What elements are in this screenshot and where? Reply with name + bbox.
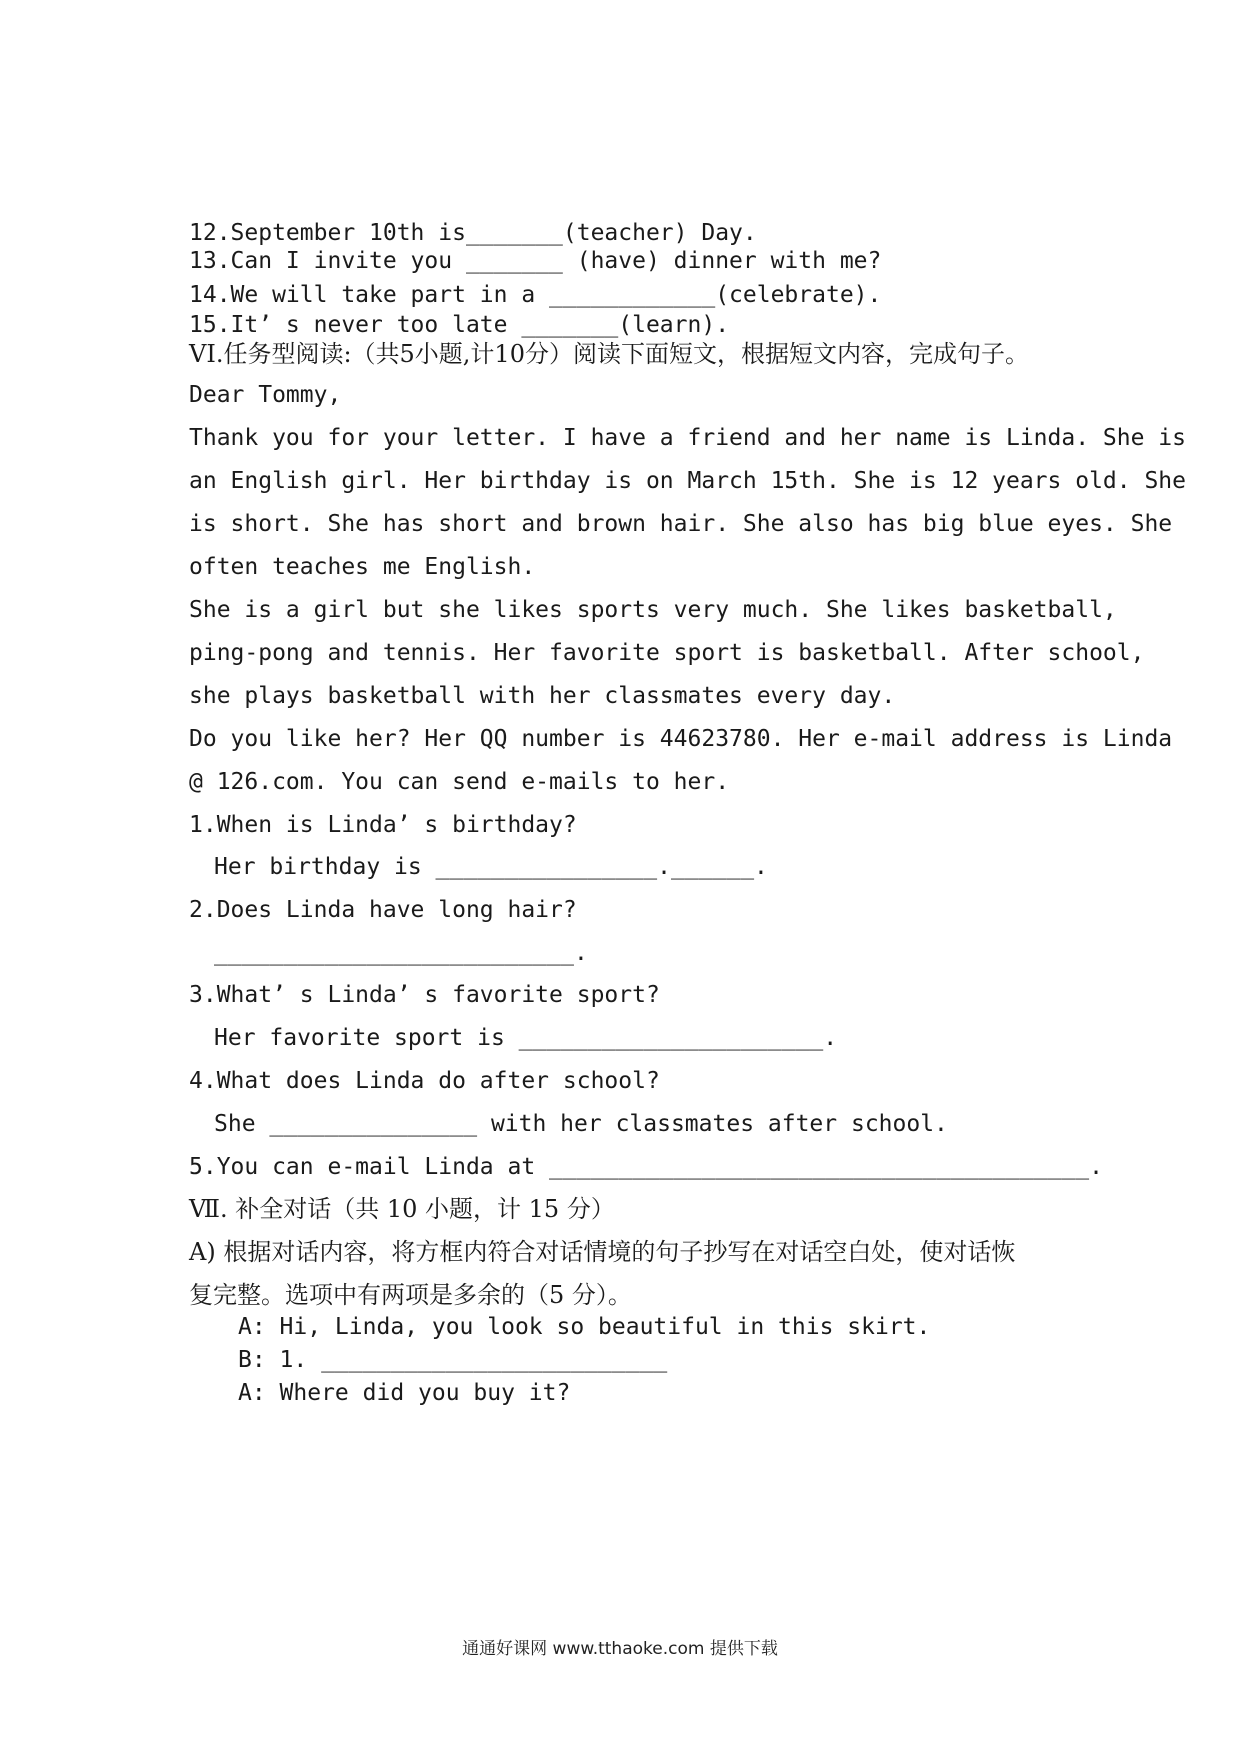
question-4: 4.What does Linda do after school? — [189, 1068, 660, 1094]
exercise-14: 14.We will take part in a ____________(celebrate). — [189, 282, 882, 308]
dialogue-line: B: 1. _________________________ — [238, 1347, 668, 1373]
exercise-13: 13.Can I invite you _______ (have) dinner with me? — [189, 248, 882, 274]
salutation: Dear Tommy, — [189, 382, 342, 408]
passage-line: Do you like her? Her QQ number is 44623780. Her e-mail address is Linda — [189, 726, 1173, 752]
dialogue-line: A: Hi, Linda, you look so beautiful in this skirt. — [238, 1314, 931, 1340]
question-1: 1.When is Linda’ s birthday? — [189, 812, 577, 838]
passage-line: is short. She has short and brown hair. She also has big blue eyes. She — [189, 511, 1173, 537]
answer-1: Her birthday is ________________.______. — [214, 854, 768, 880]
answer-3: Her favorite sport is ______________________. — [214, 1025, 838, 1051]
passage-line: She is a girl but she likes sports very much. She likes basketball, — [189, 597, 1117, 623]
answer-4: She _______________ with her classmates after school. — [214, 1111, 948, 1137]
section7-instruction: A) 根据对话内容，将方框内符合对话情境的句子抄写在对话空白处，使对话恢 — [189, 1238, 1016, 1266]
passage-line: an English girl. Her birthday is on March 15th. She is 12 years old. She — [189, 468, 1186, 494]
dialogue-line: A: Where did you buy it? — [238, 1380, 571, 1406]
question-2: 2.Does Linda have long hair? — [189, 897, 577, 923]
passage-line: Thank you for your letter. I have a friend and her name is Linda. She is — [189, 425, 1186, 451]
answer-2: __________________________. — [214, 940, 588, 966]
passage-line: she plays basketball with her classmates every day. — [189, 683, 896, 709]
question-5: 5.You can e-mail Linda at _______________________________________. — [189, 1154, 1103, 1180]
exercise-15: 15.It’ s never too late _______(learn). — [189, 312, 730, 338]
page-footer: 通通好课网 www.tthaoke.com 提供下载 — [462, 1639, 778, 1659]
question-3: 3.What’ s Linda’ s favorite sport? — [189, 982, 660, 1008]
exercise-12: 12.September 10th is_______(teacher) Day. — [189, 220, 757, 246]
passage-line: ping-pong and tennis. Her favorite sport is basketball. After school, — [189, 640, 1145, 666]
section6-heading: VI.任务型阅读:（共5小题,计10分）阅读下面短文，根据短文内容，完成句子。 — [189, 340, 1029, 368]
passage-line: @ 126.com. You can send e-mails to her. — [189, 769, 730, 795]
section7-heading: Ⅶ. 补全对话（共 10 小题，计 15 分） — [189, 1195, 615, 1223]
passage-line: often teaches me English. — [189, 554, 536, 580]
section7-instruction: 复完整。选项中有两项是多余的（5 分）。 — [189, 1281, 632, 1309]
